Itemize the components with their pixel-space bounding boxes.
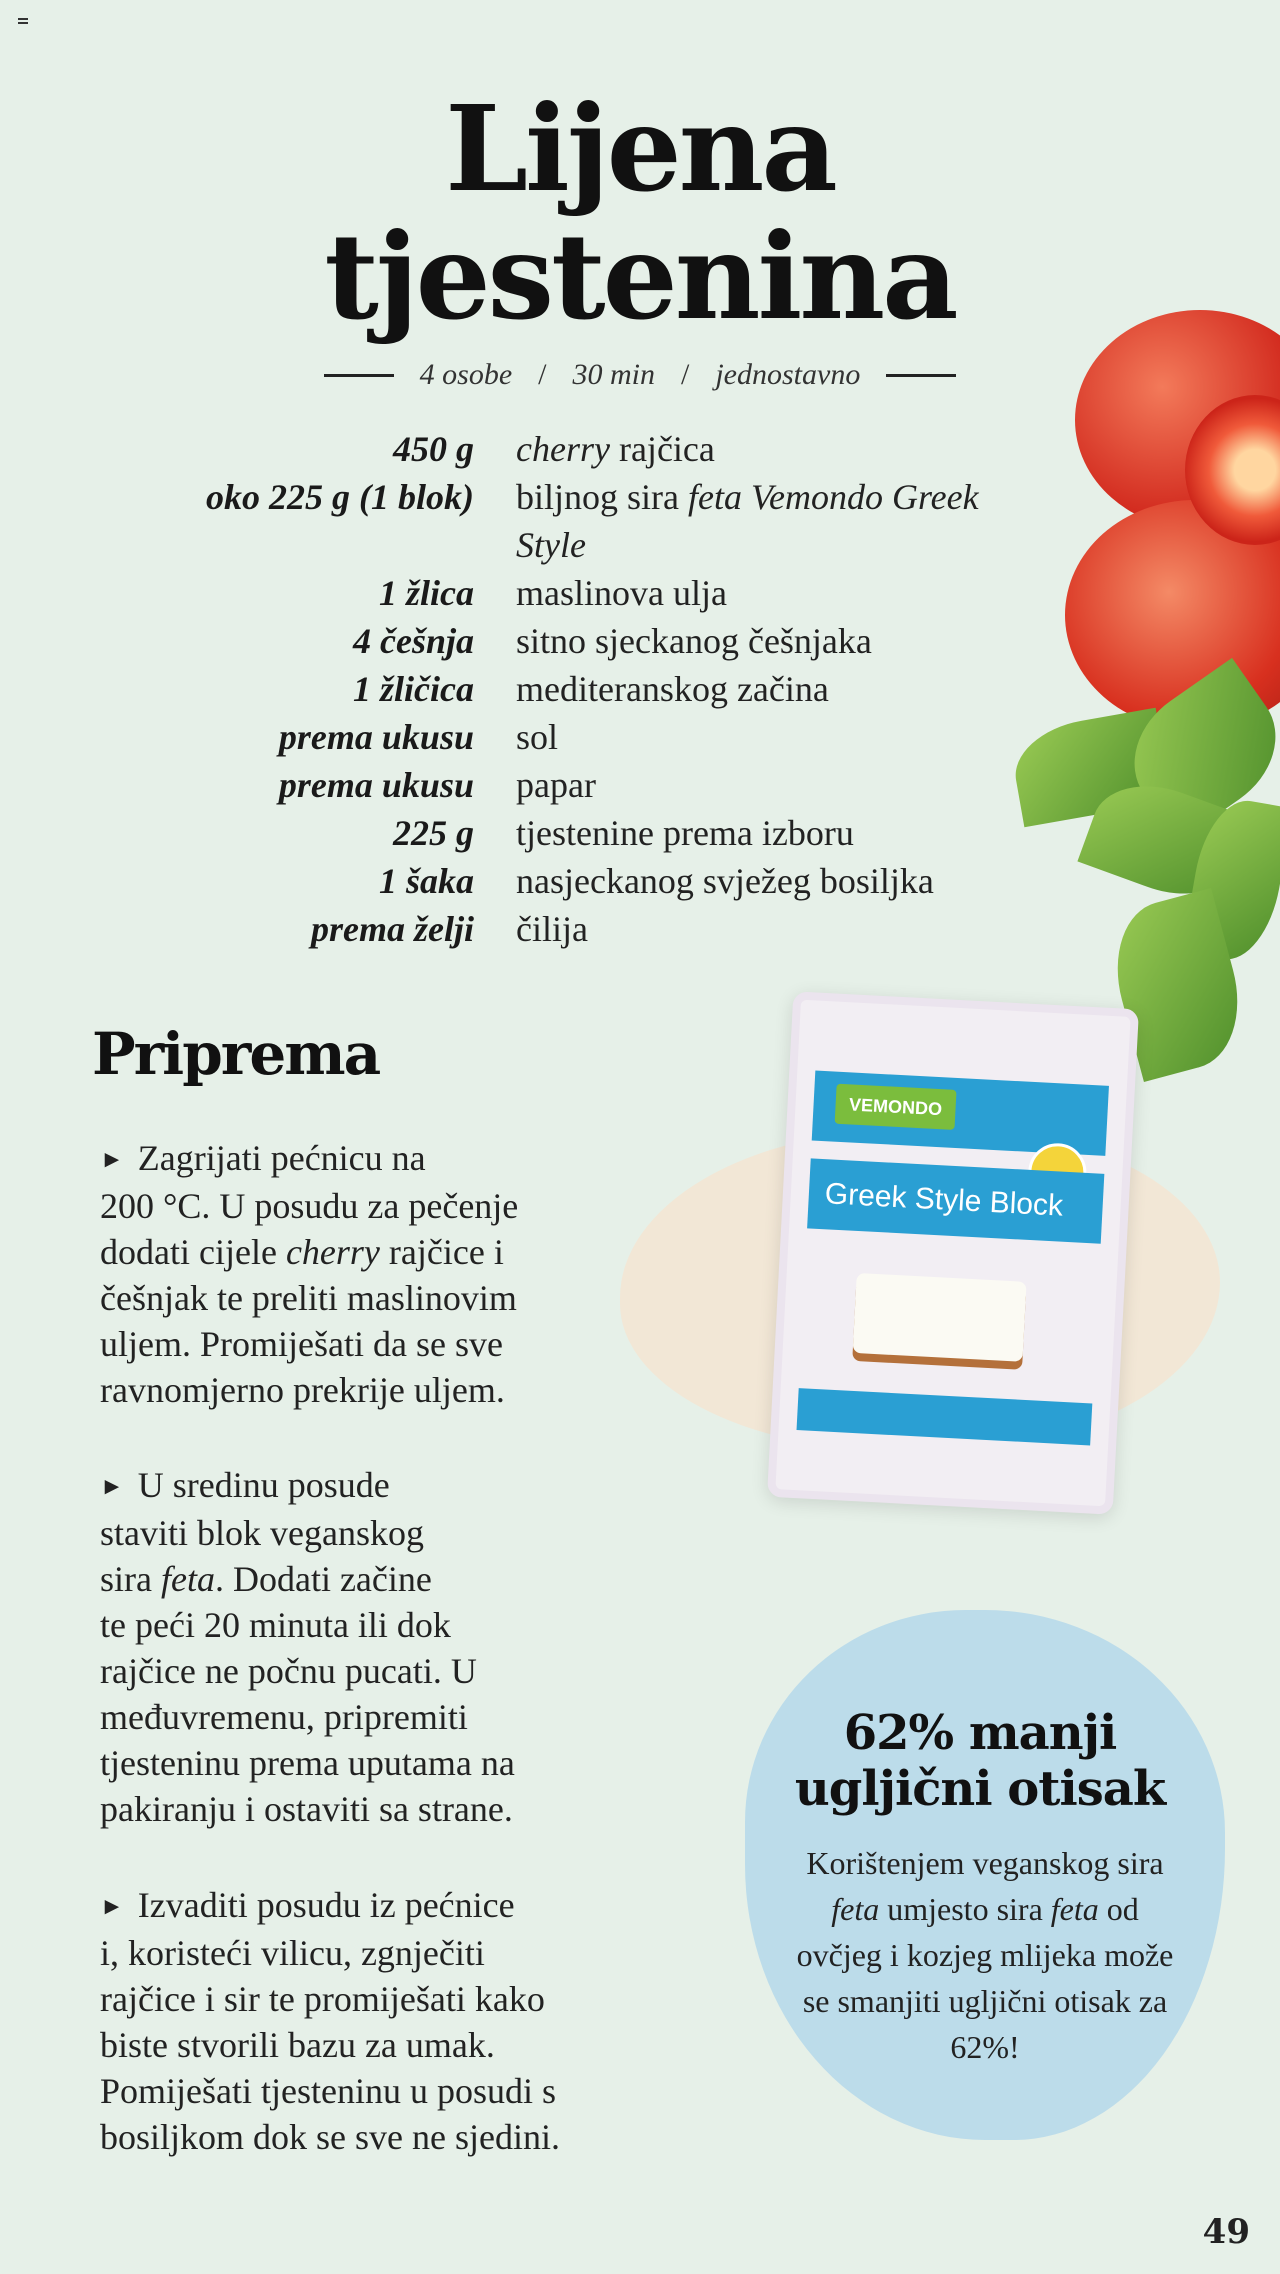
cheese-illustration <box>853 1273 1027 1362</box>
ingredient-row <box>150 425 1050 473</box>
divider-left <box>324 374 394 377</box>
title-line-1: Lijena <box>445 79 835 218</box>
separator: / <box>538 358 547 391</box>
product-name: Greek Style Block <box>807 1158 1104 1243</box>
ingredient-quantity: prema ukusu <box>278 717 474 757</box>
ingredient-name: maslinova ulja <box>516 573 727 613</box>
difficulty: jednostavno <box>715 358 861 391</box>
bullet-arrow-icon: ► <box>100 1474 124 1500</box>
ingredient-row <box>150 809 1050 857</box>
ingredient-name: nasjeckanog svježeg bosiljka <box>516 861 934 901</box>
separator: / <box>681 358 690 391</box>
recipe-meta <box>290 355 990 395</box>
recipe-title <box>300 79 980 346</box>
ingredient-name: sitno sjeckanog češnjaka <box>516 621 872 661</box>
ingredient-quantity: 1 žličica <box>353 669 474 709</box>
ingredient-row <box>150 473 1050 569</box>
step-2: ► U sredinu posude staviti blok veganskog sira feta. Dodati začine te peći 20 minuta ili dok rajčice ne počnu pucati. U međuvremenu, pripremiti tjesteninu prema uputama na pakiranju i ostaviti sa strane. <box>100 1465 515 1829</box>
menu-icon[interactable] <box>18 18 28 26</box>
page-number: 49 <box>1202 2212 1250 2252</box>
bullet-arrow-icon: ► <box>100 1147 124 1173</box>
ingredient-name: biljnog sira feta Vemondo Greek Style <box>516 477 979 565</box>
ingredient-row <box>150 617 1050 665</box>
ingredient-name: sol <box>516 717 559 757</box>
ingredient-quantity: 1 šaka <box>378 861 474 901</box>
ingredient-quantity: 4 češnja <box>353 621 474 661</box>
package-band <box>797 1388 1093 1445</box>
divider-right <box>886 374 956 377</box>
ingredient-row <box>150 761 1050 809</box>
ingredient-quantity: oko 225 g (1 blok) <box>206 477 474 517</box>
ingredient-quantity: prema ukusu <box>278 765 474 805</box>
ingredient-quantity: 450 g <box>393 429 474 469</box>
callout-text: Korištenjem veganskog sira feta umjesto sira feta od ovčjeg i kozjeg mlijeka može se smanjiti ugljični otisak za 62%! <box>796 1845 1174 2065</box>
ingredient-name: čilija <box>516 909 588 949</box>
ingredient-row <box>150 857 1050 905</box>
step-3: ► Izvaditi posudu iz pećnice i, koristeći vilicu, zgnječiti rajčice i sir te promiješati kako biste stvorili bazu za umak. Pomiješati tjesteninu u posudi s bosiljkom dok se sve ne sjedini. <box>100 1885 560 2157</box>
callout-title: 62% manji ugljični otisak <box>794 1705 1166 1817</box>
ingredient-row <box>150 713 1050 761</box>
ingredient-list <box>150 425 1050 953</box>
prep-time: 30 min <box>572 358 655 391</box>
ingredient-quantity: 1 žlica <box>379 573 474 613</box>
brand-logo: VEMONDO <box>835 1084 957 1130</box>
title-line-2: tjestenina <box>324 207 956 346</box>
ingredient-name: tjestenine prema izboru <box>516 813 854 853</box>
section-title: Priprema <box>92 1020 380 1088</box>
ingredient-row <box>150 665 1050 713</box>
ingredient-name: papar <box>516 765 596 805</box>
ingredient-name: cherry rajčica <box>516 429 715 469</box>
ingredient-quantity: prema želji <box>311 909 474 949</box>
servings: 4 osobe <box>419 358 513 391</box>
step-1: ► Zagrijati pećnicu na 200 °C. U posudu za pečenje dodati cijele cherry rajčice i češnjak te preliti maslinovim uljem. Promiješati da se sve ravnomjerno prekrije uljem. <box>100 1138 519 1410</box>
ingredient-row <box>150 905 1050 953</box>
ingredient-quantity: 225 g <box>393 813 474 853</box>
product-package-image <box>767 991 1139 1514</box>
ingredient-row <box>150 569 1050 617</box>
bullet-arrow-icon: ► <box>100 1894 124 1920</box>
ingredient-name: mediteranskog začina <box>516 669 829 709</box>
